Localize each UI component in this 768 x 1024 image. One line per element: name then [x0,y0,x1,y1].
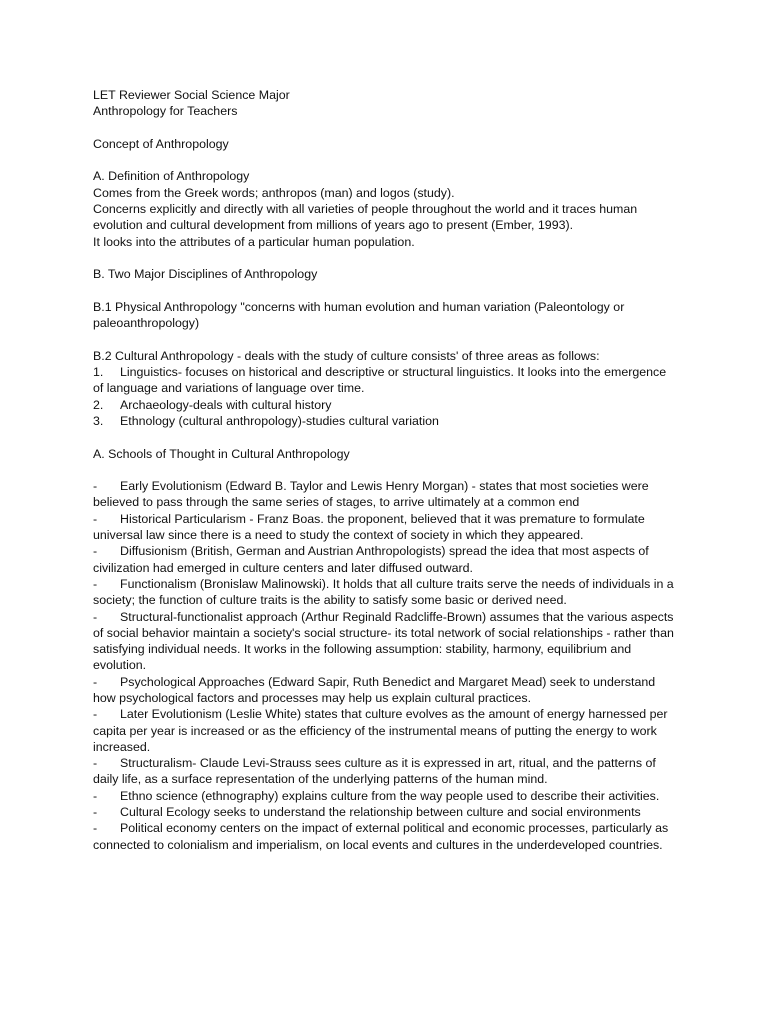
list-item [93,413,678,429]
spacer [93,152,678,168]
list-item-text: Ethnology (cultural anthropology)-studies cultural variation [120,413,439,428]
list-item-text: Functionalism (Bronislaw Malinowski). It holds that all culture traits serve the needs of individuals in a society; the function of culture traits is the ability to satisfy some basic or derived need. [93,576,674,608]
spacer [93,429,678,445]
list-item [93,804,678,820]
list-item-text: Later Evolutionism (Leslie White) states that culture evolves as the amount of energy harnessed per capita per year is increased or as the efficiency of the instrumental means of putting the energy to work increased. [93,707,668,754]
spacer [93,283,678,299]
spacer [93,120,678,136]
list-item-text: Structural-functionalist approach (Arthur Reginald Radcliffe-Brown) assumes that the various aspects of social behavior maintain a society's social structure- its total network of social relationships - rather than satisfying individual needs. It works in the following assumption: stability, harmony, equilibrium and evolution. [93,609,674,673]
list-item [93,576,678,609]
bullet-dash: - [93,609,98,624]
schools-heading: A. Schools of Thought in Cultural Anthropology [93,446,350,461]
list-number: 2. [93,397,104,412]
list-item-text: Linguistics- focuses on historical and descriptive or structural linguistics. It looks into the emergence of language and variations of language over time. [93,365,667,396]
list-number: 3. [93,413,104,428]
spacer [93,331,678,347]
doc-title-line-2: Anthropology for Teachers [93,104,238,119]
list-item [93,706,678,755]
bullet-dash: - [93,576,98,591]
section-b1-paragraph: B.1 Physical Anthropology "concerns with human evolution and human variation (Paleontology or paleoanthropology) [93,299,625,331]
list-item-text: Psychological Approaches (Edward Sapir, Ruth Benedict and Margaret Mead) seek to understand how psychological factors and processes may help us explain cultural practices. [93,674,656,705]
list-item-text: Diffusionism (British, German and Austrian Anthropologists) spread the idea that most aspects of civilization had emerged in culture centers and later diffused outward. [93,544,649,575]
bullet-dash: - [93,511,98,526]
list-item-text: Historical Particularism - Franz Boas. the proponent, believed that it was premature to formulate universal law since there is a need to study the context of society in which they appeared. [93,511,645,543]
list-item [93,478,678,511]
list-item [93,674,678,707]
section-a-paragraph-1: Comes from the Greek words; anthropos (man) and logos (study). [93,185,455,200]
list-item [93,755,678,788]
list-item-text: Political economy centers on the impact of external political and economic processes, particularly as connected to colonialism and imperialism, on local events and cultures in the underdeveloped countries. [93,821,669,852]
bullet-dash: - [93,821,98,836]
list-item [93,788,678,804]
list-item [93,397,678,413]
document-page [93,87,678,853]
list-item-text: Ethno science (ethnography) explains culture from the way people used to describe their activities. [120,788,660,803]
list-item [93,364,678,397]
list-item-text: Cultural Ecology seeks to understand the relationship between culture and social environments [120,805,641,820]
bullet-dash: - [93,805,98,820]
spacer [93,462,678,478]
bullet-dash: - [93,756,98,771]
list-item [93,820,678,853]
bullet-dash: - [93,479,98,494]
list-number: 1. [93,365,104,380]
bullet-dash: - [93,544,98,559]
list-item-text: Structuralism- Claude Levi-Strauss sees culture as it is expressed in art, ritual, and the patterns of daily life, as a surface representation of the underlying patterns of the human mind. [93,756,656,787]
section-b2-paragraph: B.2 Cultural Anthropology - deals with the study of culture consists' of three areas as follows: [93,348,600,363]
doc-title-line-1: LET Reviewer Social Science Major [93,88,290,102]
list-item [93,511,678,544]
section-a-paragraph-3: It looks into the attributes of a particular human population. [93,234,415,249]
bullet-dash: - [93,788,98,803]
section-b-heading: B. Two Major Disciplines of Anthropology [93,267,318,282]
list-item [93,609,678,674]
section-a-heading: A. Definition of Anthropology [93,169,250,184]
bullet-dash: - [93,674,98,689]
list-item-text: Archaeology-deals with cultural history [120,397,332,412]
section-a-paragraph-2: Concerns explicitly and directly with all varieties of people throughout the world and it traces human evolution and cultural development from millions of years ago to present (Ember, 1993). [93,202,638,233]
list-item [93,543,678,576]
bullet-dash: - [93,707,98,722]
list-item-text: Early Evolutionism (Edward B. Taylor and Lewis Henry Morgan) - states that most societies were believed to pass through the same series of stages, to arrive ultimately at a common end [93,479,649,510]
spacer [93,250,678,266]
page-title: Concept of Anthropology [93,136,229,151]
